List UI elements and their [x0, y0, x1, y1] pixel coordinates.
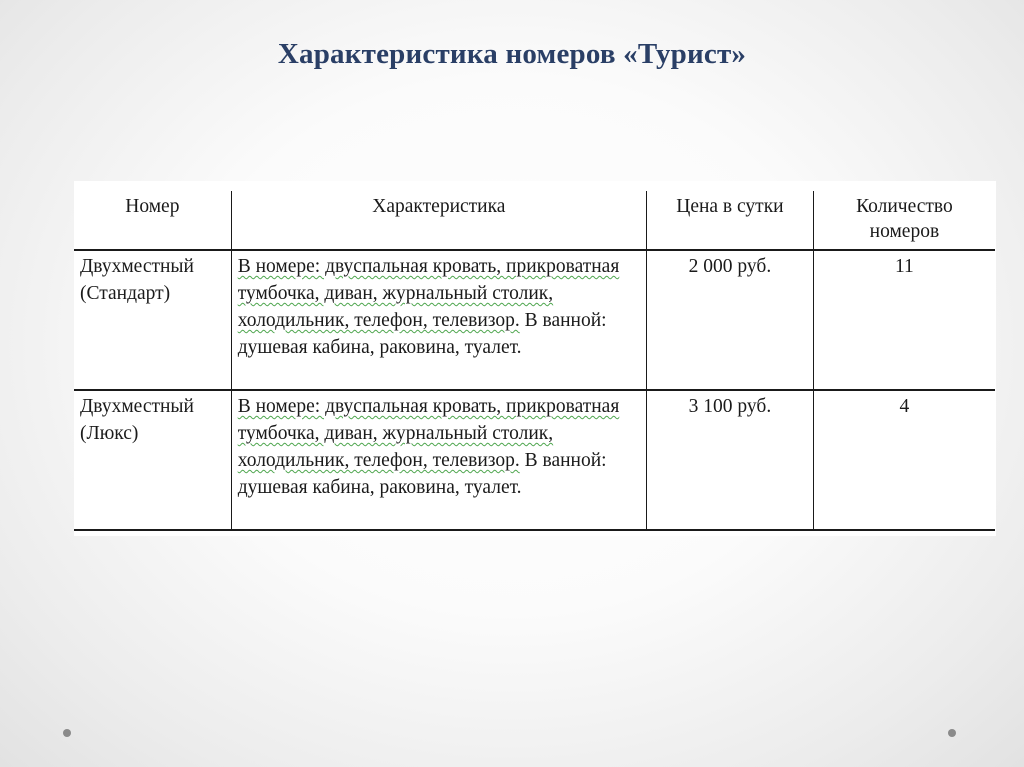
cell-count: 11	[813, 250, 995, 390]
description-underlined-text: В номере: двуспальная кровать, прикроватная тумбочка, диван, журнальный столик, холодильник, телефон, телевизор.	[237, 396, 620, 471]
cell-room: Двухместный (Стандарт)	[74, 250, 231, 390]
cell-description	[231, 250, 646, 390]
cell-room: Двухместный (Люкс)	[74, 390, 231, 530]
header-price: Цена в сутки	[647, 191, 814, 250]
slide-title: Характеристика номеров «Турист»	[277, 38, 747, 70]
header-description: Характеристика	[231, 191, 646, 250]
cell-description	[231, 390, 646, 530]
rooms-table	[74, 191, 995, 531]
nav-dot-right-icon	[948, 729, 956, 737]
table-row	[74, 250, 995, 390]
cell-count: 4	[813, 390, 995, 530]
cell-price: 3 100 руб.	[647, 390, 814, 530]
header-room: Номер	[74, 191, 231, 250]
description-underlined-text: В номере: двуспальная кровать, прикроватная тумбочка, диван, журнальный столик, холодильник, телефон, телевизор.	[237, 256, 620, 331]
nav-dot-left-icon	[63, 729, 71, 737]
table-header-row	[74, 191, 995, 250]
table-row	[74, 390, 995, 530]
cell-price: 2 000 руб.	[647, 250, 814, 390]
description-plain-text: В ванной: душевая кабина, раковина, туалет.	[237, 450, 607, 498]
description-plain-text: В ванной: душевая кабина, раковина, туалет.	[237, 310, 607, 358]
header-count: Количество номеров	[813, 191, 995, 250]
table-image	[74, 181, 996, 536]
